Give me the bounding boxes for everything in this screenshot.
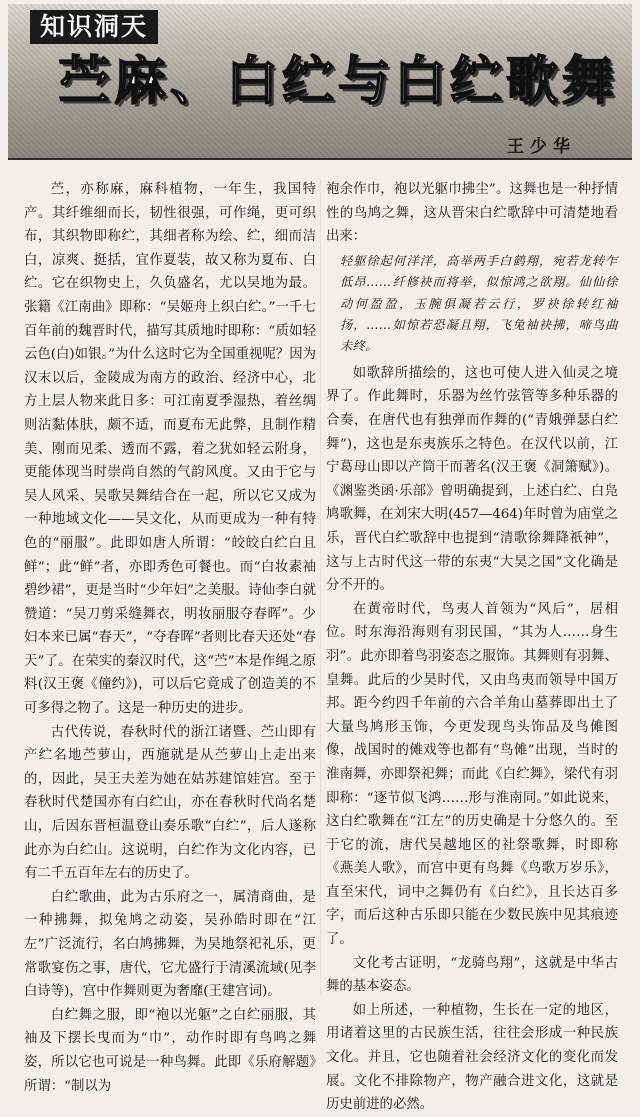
section-tag: 知识洞天 — [30, 10, 158, 44]
paragraph: 文化考古证明，“龙骑鸟翔”，这就是中华古舞的基本姿态。 — [326, 955, 618, 995]
article-header — [8, 4, 632, 160]
column-divider — [320, 180, 321, 994]
paragraph: 如歌辞所描绘的，这也可使人进入仙灵之境界了。作此舞时，乐器为丝竹弦管等多种乐器的合奏，在唐代也有独弹而作舞的(“青娥弹瑟白纻舞”)，这也是东夷族乐之特色。在汉代以前，江宁葛母山即以产筒干而著名(汉王褒《洞箫赋》)。《渊鉴类函·乐部》曾明确提到，上述白纻、白凫鸠歌舞，在刘宋大明(457—464)年时曾为庙堂之乐，晋代白纻歌辞中也提到“清歌徐舞降祇神”，这与上古时代这一带的东夷“大昊之国”文化确是分不开的。 — [326, 365, 618, 594]
author-name: 王少华 — [507, 137, 576, 157]
paragraph: 如上所述，一种植物，生长在一定的地区，用诸着这里的古民族生活，往往会形成一种民族文化。并且，它也随着社会经济文化的变化而发展。文化不排除物产，物产融合进文化，这就是历史前进的必然。 — [326, 1002, 618, 1113]
article-title: 苎麻、白纻与白纻歌舞 — [57, 52, 618, 112]
paragraph: 古代传说，春秋时代的浙江诸暨、苎山即有产纻名地苎萝山，西施就是从苎萝山上走出来的，因此，吴王夫差为她在姑苏建馆娃宫。至于春秋时代楚国亦有白纻山，亦在春秋时代尚名楚山，后因东晋桓温登山奏乐歌“白纻”，后人遂称此亦为白纻山。这说明，白纻作为文化内容，已有二千五百年左右的历史了。 — [24, 724, 316, 882]
poem-quote: 轻躯徐起何洋洋，高举两手白鹤翔，宛若龙转乍低昂……纤修袂而将举，似惊鸿之欲翔。仙仙徐动何盈盈，玉腕俱凝若云行，罗袂徐转红袖扬，……如惊若恐凝且翔，飞兔袖袂拂，啼鸟曲未终。 — [340, 253, 618, 354]
left-column — [24, 178, 316, 1094]
right-column — [326, 178, 618, 1113]
paragraph: 在黄帝时代，鸟夷人首领为“风后”，居相位。时东海沿海则有羽民国，“其为人……身生羽”。此亦即着鸟羽姿态之服饰。其舞则有羽舞、皇舞。此后的少昊时代，又由鸟夷而领导中国万邦。距今约四千年前的六合羊角山墓葬即出土了大量鸟鸠形玉饰，今更发现鸟头饰品及鸟傩图像，战国时的傩戏等也都有“鸟傩”出现，当时的淮南舞，亦即祭祀舞；而此《白纻舞》，梁代有羽即称：“逐节似飞鸿……形与淮南同。”如此说来，这白纻歌舞在“江左”的历史确是十分悠久的。至于它的流，唐代吴越地区的社祭歌舞，时即称《燕美人歌》，而宫中更有鸟舞《鸟歌万岁乐》，直至宋代，词中之舞仍有《白纻》，且长达百多字，而后这种古乐即只能在少数民族中见其痕迹了。 — [326, 601, 618, 948]
paragraph: 白纻舞之服，即“袍以光躯”之白纻丽服，其袖及下摆长曳而为“巾”，动作时即有鸟鸣之舞姿，所以它也可说是一种鸟舞。此即《乐府解题》所谓：“制以为 — [24, 1007, 316, 1094]
paragraph: 苎，亦称麻，麻科植物，一年生，我国特产。其纤维细而长，韧性很强，可作绳，更可织布，其织物即称纻，其细者称为绘、纻，细而洁白，凉爽、挺括，宜作夏装，故又称为夏布、白纻。它在织物史上，久负盛名，尤以吴地为最。张籍《江南曲》即称：“吴姬舟上织白纻。”一千七百年前的魏晋时代，描写其质地时即称：“质如轻云色(白)如银。”为什么这时它为全国重视呢？因为汉末以后，金陵成为南方的政治、经济中心，北方上层人物来此日多：可江南夏季湿热，着丝绸则沾黏体肤，颇不适，而夏布无此弊，且制作精美、刚而见柔、透而不露，着之犹如轻云附身，更能体现当时崇尚自然的气韵风度。又由于它与吴人风采、吴歌吴舞结合在一起，所以它又成为一种地域文化——吴文化，从而更成为一种有特色的“丽服”。此即如唐人所谓：“皎皎白纻白且鲜”；此“鲜”者，亦即秀色可餐也。而“白妆素袖碧纱裙”，更是当时“少年妇”之美服。诗仙李白就赞道：“吴刀剪采缝舞衣，明妆丽服夺春晖”。少妇本来已属“春天”，“夺春晖”者则比春天还处“春天”了。在荣实的秦汉时代，这“苎”本是作绳之原料(汉王褒《僮约》)，可以后它竟成了创造美的不可多得之物了。这是一种历史的进步。 — [24, 182, 316, 717]
paragraph-continuation: 袍余作巾，袍以光躯巾拂尘”。这舞也是一种抒情性的鸟鸠之舞，这从晋宋白纻歌辞中可清楚地看出来： — [326, 182, 618, 245]
paragraph: 白纻歌曲，此为古乐府之一，属清商曲，是一种拂舞，拟兔鸠之动姿，吴孙皓时即在“江左”广泛流行，名白鸠拂舞，为吴地祭祀礼乐，更常歌宴伤之事，唐代，它尤盛行于清溪流域(见李白诗等)，宫中作舞则更为奢靡(王建宫词)。 — [24, 889, 316, 1000]
